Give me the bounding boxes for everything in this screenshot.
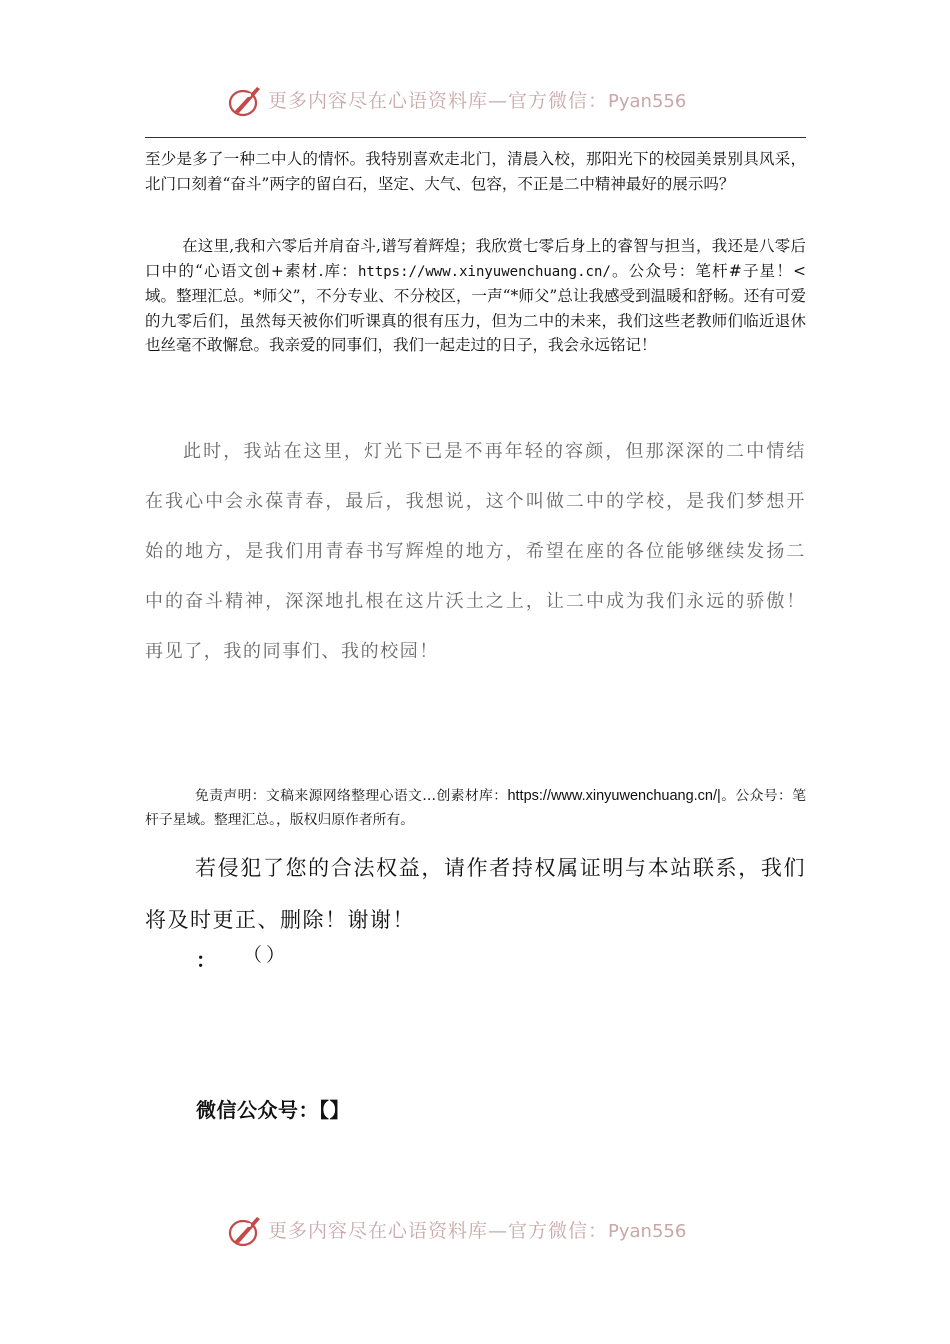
wechat-account-label: 微信公众号：【】	[196, 1098, 350, 1122]
disclaimer-text-b: 。公众号：笔杆子星域。整理汇总。，版权归原作者所有。	[145, 788, 807, 828]
header-brand: Pyan556	[608, 91, 687, 112]
header-text	[268, 86, 686, 113]
footer-brand: Pyan556	[608, 1221, 687, 1242]
paragraph-2-text-b: 。公众号：笔杆#子星！<域。整理汇总。*师父”，不分专业、不分校区，一声“*师父”总让我感受到温暖和舒畅。还有可爱的九零后们，虽然每天被你们听课真的很有压力，但为二中的未来，我们这些老教师们临近退休也丝毫不敢懈怠。我亲爱的同事们，我们一起走过的日子，我会永远铭记！	[145, 261, 807, 354]
footer-banner	[0, 1210, 950, 1254]
header-divider	[145, 137, 806, 138]
disclaimer	[145, 784, 806, 832]
paragraph-2-url: https://www.xinyuwenchuang.cn/	[357, 263, 611, 280]
paragraph-2	[145, 234, 806, 358]
quill-logo-icon	[226, 82, 266, 120]
contact-notice: 若侵犯了您的合法权益，请作者持权属证明与本站联系，我们将及时更正、删除！谢谢！	[145, 856, 806, 932]
paragraph-2-text-a: 在这里,我和六零后并肩奋斗,谱写着辉煌；我欣赏七零后身上的睿智与担当，我还是八零后口中的“心语文创+素材.库：	[145, 237, 806, 280]
footer-label: 更多内容尽在心语资料库—官方微信：	[268, 1220, 609, 1242]
disclaimer-url: https://www.xinyuwenchuang.cn/|	[507, 788, 721, 804]
quill-logo-icon	[226, 1212, 266, 1250]
paragraph-1: 至少是多了一种二中人的情怀。我特别喜欢走北门，清晨入校，那阳光下的校园美景别具风采，北门口刻着“奋斗”两字的留白石，坚定、大气、包容，不正是二中精神最好的展示吗？	[145, 150, 806, 193]
parentheses: （）	[243, 944, 290, 966]
footer-text	[268, 1216, 686, 1243]
disclaimer-text-a: 免责声明：文稿来源网络整理心语文…创素材库：	[195, 788, 508, 804]
header-label: 更多内容尽在心语资料库—官方微信：	[268, 90, 609, 112]
header-banner	[0, 80, 950, 124]
paragraph-3: 此时，我站在这里，灯光下已是不再年轻的容颜，但那深深的二中情结在我心中会永葆青春，最后，我想说，这个叫做二中的学校，是我们梦想开始的地方，是我们用青春书写辉煌的地方，希望在座的各位能够继续发扬二中的奋斗精神，深深地扎根在这片沃土之上，让二中成为我们永远的骄傲！再见了，我的同事们、我的校园！	[145, 441, 806, 662]
colon-label: ：	[196, 948, 216, 972]
